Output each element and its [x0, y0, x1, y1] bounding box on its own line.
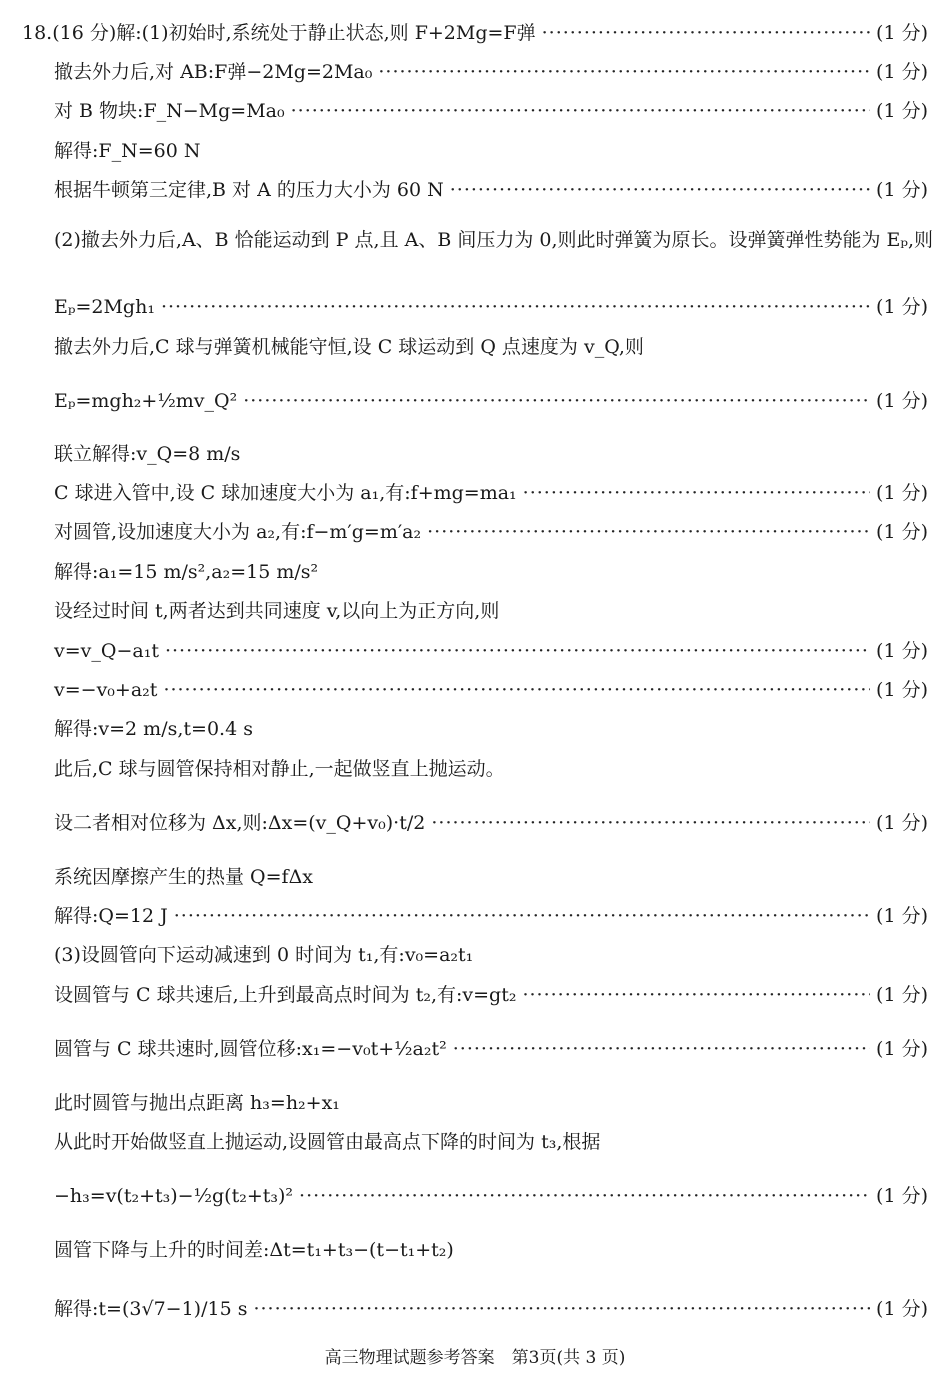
score-mark: (1 分) [876, 390, 928, 412]
line-text: 系统因摩擦产生的热量 Q=fΔx [54, 866, 314, 888]
answer-line-11 [54, 484, 928, 503]
answer-line-13 [54, 563, 928, 582]
answer-line-20 [54, 868, 928, 887]
line-text: (2)撤去外力后,A、B 恰能运动到 P 点,且 A、B 间压力为 0,则此时弹簧为原长。设弹簧弹性势能为 Eₚ,则 [54, 229, 934, 251]
answer-line-27 [54, 1187, 928, 1206]
line-text: (3)设圆管向下运动减速到 0 时间为 t₁,有:v₀=a₂t₁ [54, 944, 474, 966]
answer-line-2 [54, 63, 928, 82]
answer-line-26 [54, 1133, 928, 1152]
line-text: 设圆管与 C 球共速后,上升到最高点时间为 t₂,有:v=gt₂ [54, 984, 517, 1006]
line-text: v=v_Q−a₁t [54, 640, 159, 662]
line-text: v=−v₀+a₂t [54, 679, 158, 701]
answer-line-5 [54, 181, 928, 200]
answer-line-6 [54, 220, 934, 260]
answer-line-21 [54, 907, 928, 926]
answer-line-3 [54, 102, 928, 121]
answer-line-22 [54, 946, 928, 965]
line-text: Eₚ=mgh₂+½mv_Q² [54, 390, 238, 412]
leader-dots [299, 1187, 870, 1206]
line-text: C 球进入管中,设 C 球加速度大小为 a₁,有:f+mg=ma₁ [54, 482, 517, 504]
line-text: 设二者相对位移为 Δx,则:Δx=(v_Q+v₀)·t/2 [54, 812, 426, 834]
line-text: 此时圆管与抛出点距离 h₃=h₂+x₁ [54, 1092, 340, 1114]
answer-line-25 [54, 1094, 928, 1113]
answer-line-23 [54, 986, 928, 1005]
score-mark: (1 分) [876, 61, 928, 83]
leader-dots [253, 1300, 870, 1319]
line-text: 解得:a₁=15 m/s²,a₂=15 m/s² [54, 561, 319, 583]
leader-dots [450, 181, 870, 200]
line-text: Eₚ=2Mgh₁ [54, 296, 155, 318]
score-mark: (1 分) [876, 482, 928, 504]
leader-dots [542, 24, 870, 43]
answer-line-28 [54, 1241, 928, 1260]
line-text: 从此时开始做竖直上抛运动,设圆管由最高点下降的时间为 t₃,根据 [54, 1131, 601, 1153]
line-text: 根据牛顿第三定律,B 对 A 的压力大小为 60 N [54, 179, 444, 201]
answer-line-29 [54, 1300, 928, 1319]
leader-dots [174, 907, 870, 926]
answer-line-8 [54, 338, 928, 357]
leader-dots [378, 63, 870, 82]
score-mark: (1 分) [876, 1038, 928, 1060]
line-text: 撤去外力后,C 球与弹簧机械能守恒,设 C 球运动到 Q 点速度为 v_Q,则 [54, 336, 644, 358]
score-mark: (1 分) [876, 521, 928, 543]
answer-line-24 [54, 1040, 928, 1059]
line-text: 此后,C 球与圆管保持相对静止,一起做竖直上抛运动。 [54, 758, 505, 780]
leader-dots [243, 392, 870, 411]
answer-line-9 [54, 392, 928, 411]
answer-line-16 [54, 681, 928, 700]
score-mark: (1 分) [876, 296, 928, 318]
score-mark: (1 分) [876, 1185, 928, 1207]
leader-dots [163, 681, 870, 700]
answer-line-18 [54, 760, 928, 779]
leader-dots [523, 484, 870, 503]
line-text: 撤去外力后,对 AB:F弹−2Mg=2Ma₀ [54, 61, 373, 83]
line-text: 解得:t=(3√7−1)/15 s [54, 1298, 248, 1320]
line-text: −h₃=v(t₂+t₃)−½g(t₂+t₃)² [54, 1185, 294, 1207]
answer-line-12 [54, 523, 928, 542]
line-text: 对 B 物块:F_N−Mg=Ma₀ [54, 100, 285, 122]
page-footer: 高三物理试题参考答案 第3页(共 3 页) [324, 1348, 626, 1368]
score-mark: (1 分) [876, 1298, 928, 1320]
score-mark: (1 分) [876, 22, 928, 44]
leader-dots [161, 298, 870, 317]
score-mark: (1 分) [876, 812, 928, 834]
line-text: 解得:v=2 m/s,t=0.4 s [54, 718, 253, 740]
line-text: 设经过时间 t,两者达到共同速度 v,以向上为正方向,则 [54, 600, 500, 622]
score-mark: (1 分) [876, 640, 928, 662]
answer-line-7 [54, 298, 928, 317]
answer-line-14 [54, 602, 928, 621]
line-text: 解得:F_N=60 N [54, 140, 201, 162]
leader-dots [453, 1040, 870, 1059]
line-text: 圆管与 C 球共速时,圆管位移:x₁=−v₀t+½a₂t² [54, 1038, 447, 1060]
leader-dots [427, 523, 870, 542]
answer-line-4 [54, 142, 928, 161]
line-text: 解得:Q=12 J [54, 905, 168, 927]
score-mark: (1 分) [876, 679, 928, 701]
leader-dots [431, 814, 870, 833]
leader-dots [291, 102, 870, 121]
line-text: 联立解得:v_Q=8 m/s [54, 443, 241, 465]
score-mark: (1 分) [876, 179, 928, 201]
answer-line-1 [22, 24, 928, 43]
line-text: 对圆管,设加速度大小为 a₂,有:f−m′g=m′a₂ [54, 521, 422, 543]
score-mark: (1 分) [876, 905, 928, 927]
answer-line-10 [54, 445, 928, 464]
score-mark: (1 分) [876, 100, 928, 122]
leader-dots [522, 986, 870, 1005]
score-mark: (1 分) [876, 984, 928, 1006]
line-text: 圆管下降与上升的时间差:Δt=t₁+t₃−(t−t₁+t₂) [54, 1239, 454, 1261]
line-text: 18.(16 分)解:(1)初始时,系统处于静止状态,则 F+2Mg=F弹 [22, 22, 536, 44]
answer-line-15 [54, 642, 928, 661]
leader-dots [165, 642, 870, 661]
answer-line-17 [54, 720, 928, 739]
answer-line-19 [54, 814, 928, 833]
